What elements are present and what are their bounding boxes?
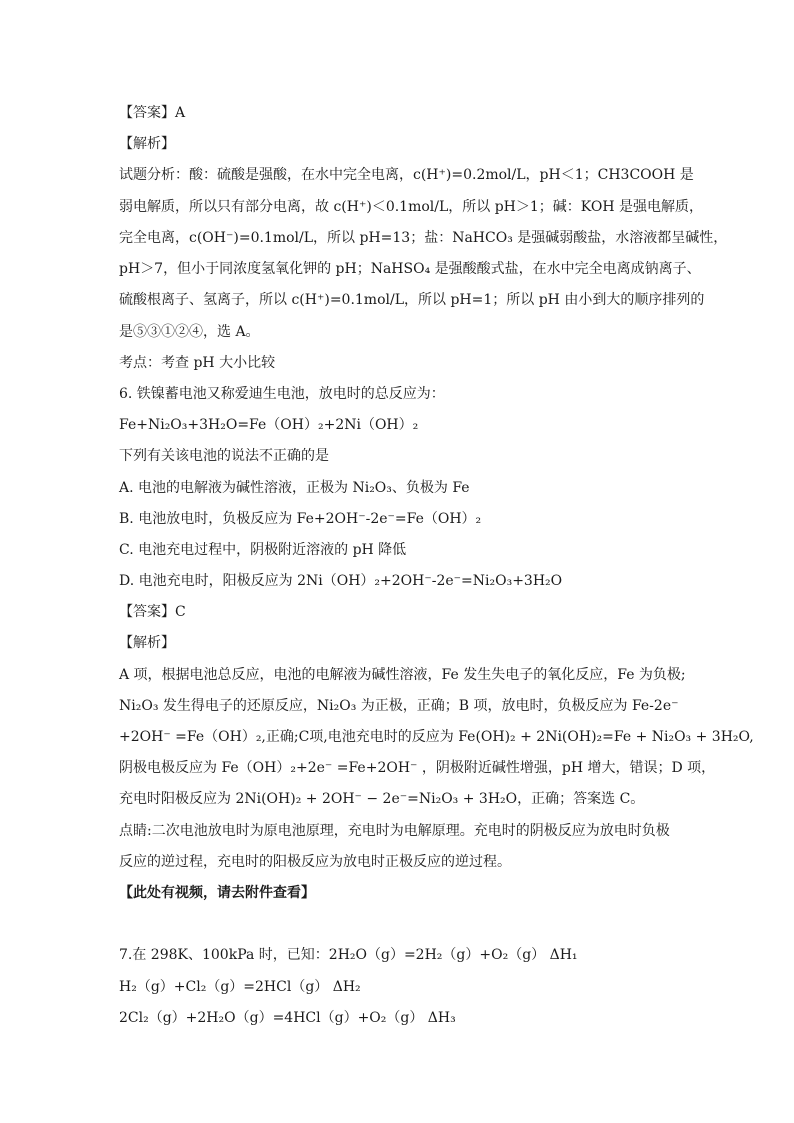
analysis-heading-q6: 【解析】	[119, 635, 175, 651]
equation-q7-2: H₂（g）+Cl₂（g）=2HCl（g） ΔH₂	[119, 979, 361, 995]
answer-label-q6: 【答案】C	[119, 604, 186, 620]
analysis-line: 是⑤③①②④，选 A。	[119, 324, 260, 340]
analysis-line: pH＞7，但小于同浓度氢氧化钾的 pH；NaHSO₄ 是强酸酸式盐，在水中完全电离成钠离子、	[119, 261, 701, 277]
question-stem-q6: 6. 铁镍蓄电池又称爱迪生电池，放电时的总反应为：	[119, 386, 445, 402]
question-stem-q7: 7.在 298K、100kPa 时，已知：2H₂O（g）=2H₂（g）+O₂（g） ΔH₁	[119, 947, 578, 963]
analysis-line: +2OH⁻ =Fe（OH）₂,正确;C项,电池充电时的反应为 Fe(OH)₂ + 2Ni(OH)₂=Fe + Ni₂O₃ + 3H₂O,	[119, 729, 754, 745]
analysis-line: A 项，根据电池总反应，电池的电解液为碱性溶液，Fe 发生失电子的氧化反应，Fe 为负极;	[119, 667, 686, 683]
answer-label-q5: 【答案】A	[119, 105, 186, 121]
test-point: 考点：考查 pH 大小比较	[119, 355, 276, 371]
analysis-line: Ni₂O₃ 发生得电子的还原反应，Ni₂O₃ 为正极，正确；B 项，放电时，负极反应为 Fe-2e⁻	[119, 698, 679, 714]
analysis-line: 充电时阳极反应为 2Ni(OH)₂ + 2OH⁻ − 2e⁻=Ni₂O₃ + 3H₂O，正确；答案选 C。	[119, 791, 645, 807]
equation-q6: Fe+Ni₂O₃+3H₂O=Fe（OH）₂+2Ni（OH）₂	[119, 417, 419, 433]
analysis-line: 弱电解质，所以只有部分电离，故 c(H⁺)＜0.1mol/L，所以 pH＞1；碱：KOH 是强电解质，	[119, 199, 704, 215]
option-c: C. 电池充电过程中，阴极附近溶液的 pH 降低	[119, 542, 407, 558]
option-a: A. 电池的电解液为碱性溶液，正极为 Ni₂O₃、负极为 Fe	[119, 480, 470, 496]
video-note: 【此处有视频，请去附件查看】	[119, 885, 315, 901]
option-b: B. 电池放电时，负极反应为 Fe+2OH⁻-2e⁻=Fe（OH）₂	[119, 511, 482, 527]
equation-q7-3: 2Cl₂（g）+2H₂O（g）=4HCl（g）+O₂（g） ΔH₃	[119, 1010, 456, 1026]
analysis-line: 试题分析：酸：硫酸是强酸，在水中完全电离，c(H⁺)=0.2mol/L，pH＜1；CH3COOH 是	[119, 167, 694, 183]
key-point-line: 反应的逆过程，充电时的阳极反应为放电时正极反应的逆过程。	[119, 854, 511, 870]
analysis-line: 完全电离，c(OH⁻)=0.1mol/L，所以 pH=13；盐：NaHCO₃ 是强碱弱酸盐，水溶液都呈碱性，	[119, 230, 728, 246]
question-prompt-q6: 下列有关该电池的说法不正确的是	[119, 448, 329, 464]
analysis-line: 阴极电极反应为 Fe（OH）₂+2e⁻ =Fe+2OH⁻ ，阴极附近碱性增强，pH 增大，错误；D 项，	[119, 760, 716, 776]
option-d: D. 电池充电时，阳极反应为 2Ni（OH）₂+2OH⁻-2e⁻=Ni₂O₃+3H₂O	[119, 573, 563, 589]
analysis-heading-q5: 【解析】	[119, 136, 175, 152]
key-point-line: 点睛:二次电池放电时为原电池原理，充电时为电解原理。充电时的阴极反应为放电时负极	[119, 823, 670, 839]
analysis-line: 硫酸根离子、氢离子，所以 c(H⁺)=0.1mol/L，所以 pH=1；所以 pH 由小到大的顺序排列的	[119, 292, 705, 308]
